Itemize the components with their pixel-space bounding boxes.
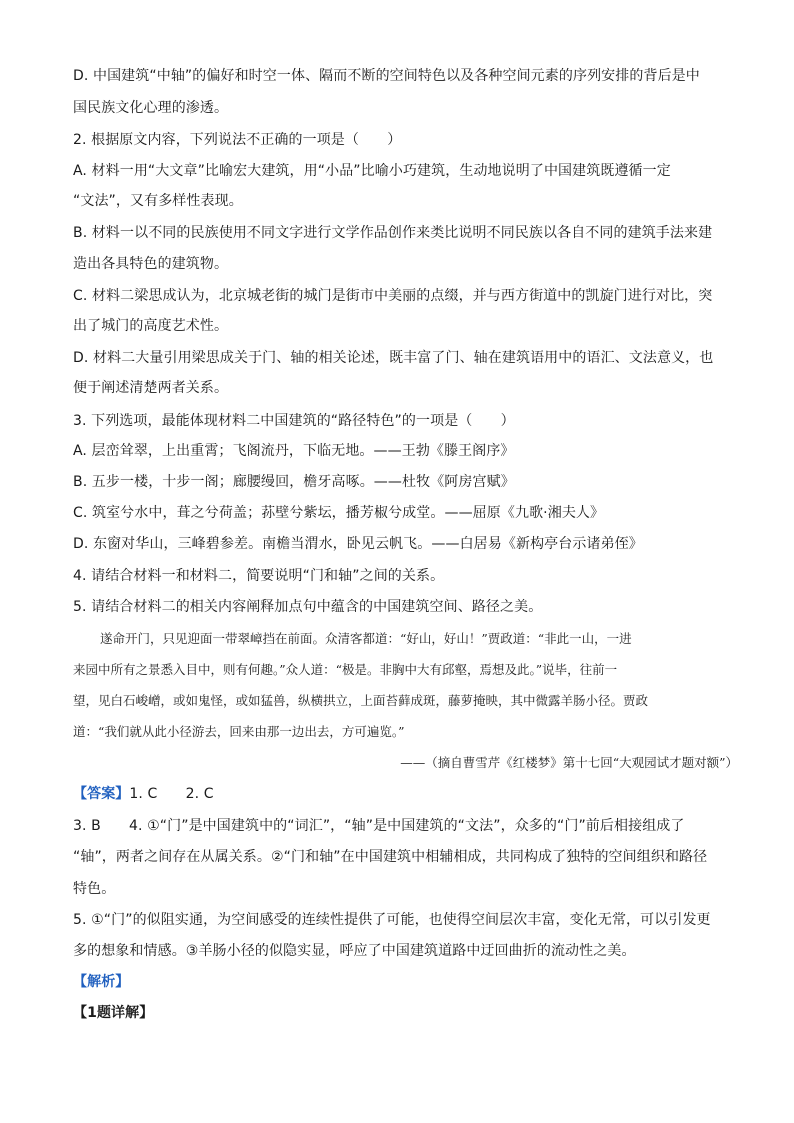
option-d-line-1: D. 中国建筑“中轴”的偏好和时空一体、隔而不断的空间特色以及各种空间元素的序列安排的背后是中 [73, 68, 700, 84]
analysis-tag: 【解析】 [73, 974, 130, 990]
answer-4-line-3: 特色。 [73, 881, 116, 897]
question-5: 5. 请结合材料二的相关内容阐释加点句中蕴含的中国建筑空间、路径之美。 [73, 599, 543, 615]
q3-option-a: A. 层峦耸翠，上出重霄；飞阁流丹，下临无地。——王勃《滕王阁序》 [73, 443, 515, 459]
q2-option-d-line-2: 便于阐述清楚两者关系。 [73, 380, 229, 396]
answer-1-2: 1. C 2. C [129, 786, 214, 802]
q1-detail-tag: 【1题详解】 [73, 1005, 154, 1021]
answer-5-line-2: 多的想象和情感。③羊肠小径的似隐实显，呼应了中国建筑道路中迂回曲折的流动性之美。 [73, 943, 636, 959]
q2-option-b-line-1: B. 材料一以不同的民族使用不同文字进行文学作品创作来类比说明不同民族以各自不同的建筑手法来建 [73, 225, 713, 241]
q2-option-c-line-2: 出了城门的高度艺术性。 [73, 318, 229, 334]
q3-option-b: B. 五步一楼，十步一阁；廊腰缦回，檐牙高啄。——杜牧《阿房宫赋》 [73, 474, 515, 490]
question-4: 4. 请结合材料一和材料二，简要说明“门和轴”之间的关系。 [73, 568, 445, 584]
q2-option-c-line-1: C. 材料二梁思成认为，北京城老街的城门是街市中美丽的点缀，并与西方街道中的凯旋门进行对比，突 [73, 288, 713, 304]
passage-line-2: 来园中所有之景悉入目中，则有何趣。”众人道：“极是。非胸中大有邱壑，焉想及此。”说毕，往前一 [73, 662, 618, 677]
q2-option-a-line-1: A. 材料一用“大文章”比喻宏大建筑，用“小品”比喻小巧建筑，生动地说明了中国建筑既遵循一定 [73, 163, 671, 179]
answer-5-line-1: 5. ①“门”的似阻实通，为空间感受的连续性提供了可能，也使得空间层次丰富，变化无常，可以引发更 [73, 912, 711, 928]
passage-line-3: 望，见白石峻嶒，或如鬼怪，或如猛兽，纵横拱立，上面苔藓成斑，藤萝掩映，其中微露羊肠小径。贾政 [73, 693, 649, 708]
answer-line-1 [73, 784, 723, 804]
passage-line-1: 遂命开门，只见迎面一带翠嶂挡在前面。众清客都道：“好山，好山！”贾政道：“非此一山，一进 [100, 631, 632, 646]
answer-4-line-2: “轴”，两者之间存在从属关系。②“门和轴”在中国建筑中相辅相成，共同构成了独特的空间组织和路径 [73, 849, 708, 865]
passage-source: ——（摘自曹雪芹《红楼梦》第十七回“大观园试才题对额”） [400, 755, 738, 770]
q2-option-b-line-2: 造出各具特色的建筑物。 [73, 256, 229, 272]
answer-tag: 【答案】 [73, 786, 130, 802]
question-3: 3. 下列选项，最能体现材料二中国建筑的“路径特色”的一项是（ ） [73, 413, 515, 429]
option-d-line-2: 国民族文化心理的渗透。 [73, 100, 229, 116]
q3-option-d: D. 东窗对华山，三峰碧参差。南檐当渭水，卧见云帆飞。——白居易《新构亭台示诸弟侄》 [73, 536, 643, 552]
q2-option-d-line-1: D. 材料二大量引用梁思成关于门、轴的相关论述，既丰富了门、轴在建筑语用中的语汇、文法意义，也 [73, 350, 714, 366]
answer-4-line-1: 3. B 4. ①“门”是中国建筑中的“词汇”，“轴”是中国建筑的“文法”，众多的“门”前后相接组成了 [73, 818, 685, 834]
passage-line-4: 道：“我们就从此小径游去，回来由那一边出去，方可遍览。” [73, 724, 405, 739]
question-2: 2. 根据原文内容，下列说法不正确的一项是（ ） [73, 132, 402, 148]
q2-option-a-line-2: “文法”，又有多样性表现。 [73, 193, 243, 209]
q3-option-c: C. 筑室兮水中，葺之兮荷盖；荪壁兮紫坛，播芳椒兮成堂。——屈原《九歌·湘夫人》 [73, 505, 605, 521]
